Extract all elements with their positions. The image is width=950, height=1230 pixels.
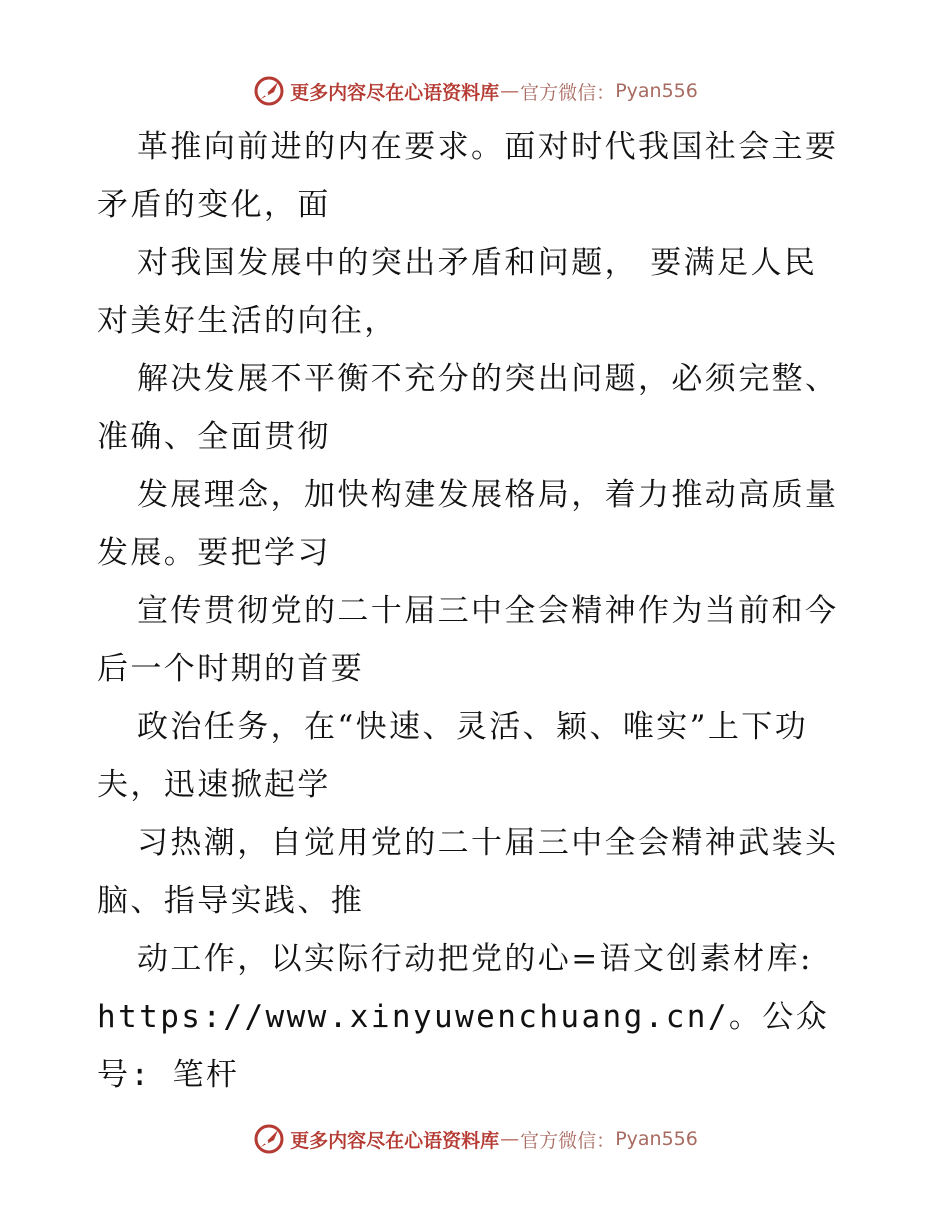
watermark-wechat-id: Pyan556 bbox=[615, 80, 698, 102]
paragraph-2-line-1: 对我国发展中的突出矛盾和问题， 要满足人民 bbox=[137, 245, 818, 281]
paragraph-3-line-2: 准确、全面贯彻 bbox=[97, 419, 331, 455]
paragraph-6-line-2: 夫，迅速掀起学 bbox=[97, 767, 331, 803]
paragraph-1-line-1: 革推向前进的内在要求。面对时代我国社会主要 bbox=[137, 129, 839, 165]
header-watermark bbox=[0, 71, 950, 111]
document-body bbox=[97, 118, 857, 1104]
paragraph-5-line-2: 后一个时期的首要 bbox=[97, 651, 365, 687]
paragraph-5-line-1: 宣传贯彻党的二十届三中全会精神作为当前和今 bbox=[137, 593, 839, 629]
watermark-brand: 更多内容尽在心语资料库 bbox=[290, 81, 500, 104]
paragraph-6-line-1: 政治任务，在“快速、灵活、颖、唯实”上下功 bbox=[137, 709, 809, 745]
paragraph-1 bbox=[97, 118, 857, 234]
paragraph-2-line-2: 对美好生活的向往， bbox=[97, 303, 398, 339]
paragraph-5 bbox=[97, 582, 857, 698]
paragraph-3-line-1: 解决发展不平衡不充分的突出问题，必须完整、 bbox=[137, 361, 839, 397]
footer-watermark bbox=[0, 1119, 950, 1159]
paragraph-8-line-1: 动工作，以实际行动把党的心=语文创素材库: bbox=[137, 941, 813, 977]
paragraph-7-line-2: 脑、指导实践、推 bbox=[97, 883, 365, 919]
paragraph-4-line-2: 发展。要把学习 bbox=[97, 535, 331, 571]
paragraph-3 bbox=[97, 350, 857, 466]
watermark-dash: — bbox=[500, 1128, 520, 1150]
paragraph-2 bbox=[97, 234, 857, 350]
watermark-dash: — bbox=[500, 80, 520, 102]
paragraph-7-line-1: 习热潮，自觉用党的二十届三中全会精神武装头 bbox=[137, 825, 839, 861]
watermark-contact-label: 官方微信： bbox=[520, 81, 616, 104]
paragraph-4-line-1: 发展理念，加快构建发展格局，着力推动高质量 bbox=[137, 477, 839, 513]
watermark-contact-label: 官方微信： bbox=[520, 1129, 616, 1152]
paragraph-6 bbox=[97, 698, 857, 814]
watermark-wechat-id: Pyan556 bbox=[615, 1128, 698, 1150]
paragraph-1-line-2: 矛盾的变化，面 bbox=[97, 187, 331, 223]
paragraph-4 bbox=[97, 466, 857, 582]
paragraph-8 bbox=[97, 930, 857, 1104]
quill-logo-icon bbox=[252, 1122, 286, 1156]
watermark-brand: 更多内容尽在心语资料库 bbox=[290, 1129, 500, 1152]
paragraph-7 bbox=[97, 814, 857, 930]
quill-logo-icon bbox=[252, 74, 286, 108]
paragraph-8-line-2-url[interactable]: https://www.xinyuwenchuang.cn/。公众号: 笔杆 bbox=[97, 999, 830, 1093]
